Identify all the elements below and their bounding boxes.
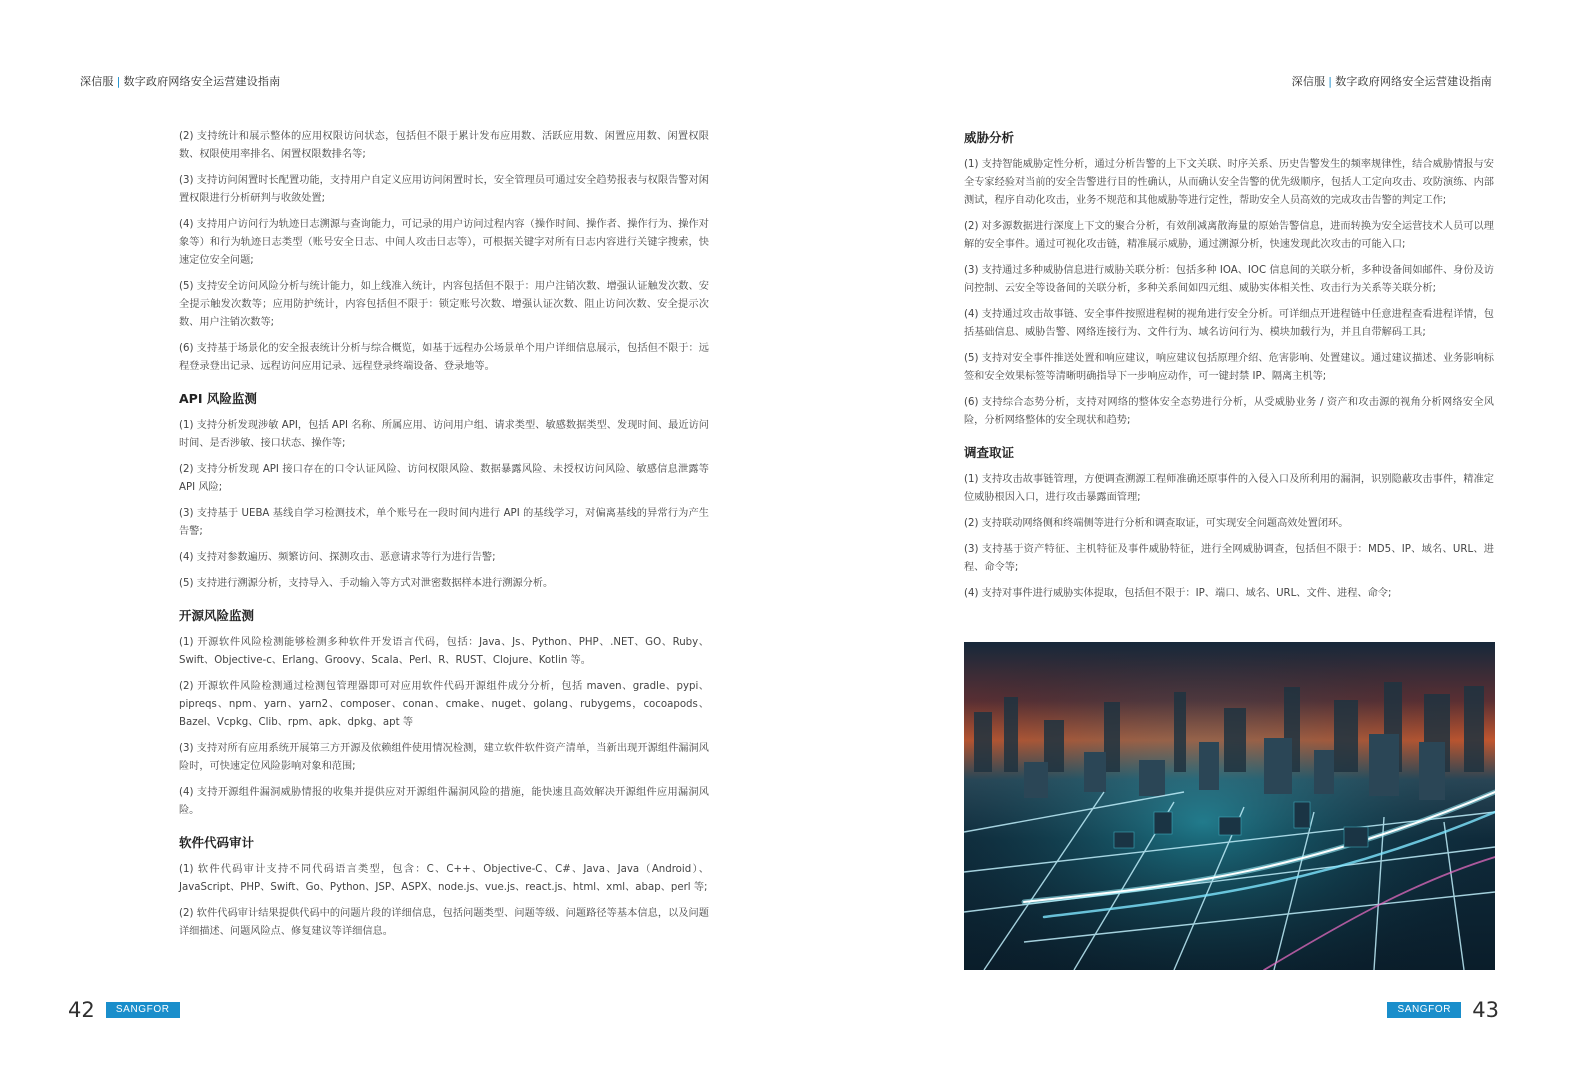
threat-item: (3) 支持通过多种威胁信息进行威胁关联分析：包括多种 IOA、IOC 信息间的关联分析，多种设备间如邮件、身份及访问控制、云安全等设备间的关联分析，多种关系间如四元组、威胁实体相关性、攻击行为关系等关联分析; [964, 265, 1494, 294]
header-title: 数字政府网络安全运营建设指南 [123, 75, 281, 88]
section-title-threat: 威胁分析 [964, 130, 1015, 145]
intro-paragraph: (5) 支持安全访问风险分析与统计能力，如上线准入统计，内容包括但不限于：用户注销次数、增强认证触发次数、安全提示触发次数等；应用防护统计，内容包括但不限于：锁定账号次数、增强认证次数、阻止访问次数、安全提示次数、用户注销次数等; [179, 281, 709, 328]
api-item: (4) 支持对参数遍历、频繁访问、探测攻击、恶意请求等行为进行告警; [179, 552, 496, 563]
threat-item: (1) 支持智能威胁定性分析，通过分析告警的上下文关联、时序关系、历史告警发生的频率规律性，结合威胁情报与安全专家经验对当前的安全告警进行目的性确认，从而确认安全告警的优先级顺序，包括人工定向攻击、攻防演练、内部测试，程序自动化攻击，业务不规范和其他威胁等进行定性，帮助安全人员高效的完成攻击告警的判定工作; [964, 159, 1494, 206]
intro-paragraph: (2) 支持统计和展示整体的应用权限访问状态，包括但不限于累计发布应用数、活跃应用数、闲置应用数、闲置权限数、权限使用率排名、闲置权限数排名等; [179, 131, 709, 160]
section-title-code-audit: 软件代码审计 [179, 835, 255, 850]
header-separator: | [116, 75, 121, 88]
threat-item: (6) 支持综合态势分析，支持对网络的整体安全态势进行分析，从受威胁业务 / 资产和攻击源的视角分析网络安全风险，分析网络整体的安全现状和趋势; [964, 397, 1494, 426]
forensics-item: (4) 支持对事件进行威胁实体提取，包括但不限于：IP、端口、域名、URL、文件、进程、命令; [964, 588, 1392, 599]
city-network-illustration [964, 642, 1495, 970]
running-header-left [80, 73, 280, 89]
header-separator: | [1328, 75, 1333, 88]
right-page [794, 0, 1588, 1078]
api-item: (5) 支持进行溯源分析，支持导入、手动输入等方式对泄密数据样本进行溯源分析。 [179, 578, 554, 589]
oss-item: (4) 支持开源组件漏洞威胁情报的收集并提供应对开源组件漏洞风险的措施，能快速且高效解决开源组件应用漏洞风险。 [179, 787, 709, 816]
forensics-item: (2) 支持联动网络侧和终端侧等进行分析和调查取证，可实现安全问题高效处置闭环。 [964, 518, 1349, 529]
section-title-oss: 开源风险监测 [179, 608, 255, 623]
api-item: (3) 支持基于 UEBA 基线自学习检测技术，单个账号在一段时间内进行 API 的基线学习，对偏离基线的异常行为产生告警; [179, 508, 709, 537]
footer-left [68, 998, 180, 1022]
code-audit-item: (2) 软件代码审计结果提供代码中的问题片段的详细信息，包括问题类型、问题等级、问题路径等基本信息，以及问题详细描述、问题风险点、修复建议等详细信息。 [179, 908, 709, 937]
header-title: 数字政府网络安全运营建设指南 [1335, 75, 1492, 88]
forensics-item: (3) 支持基于资产特征、主机特征及事件威胁特征，进行全网威胁调查，包括但不限于：MD5、IP、域名、URL、进程、命令等; [964, 544, 1494, 573]
api-item: (1) 支持分析发现涉敏 API，包括 API 名称、所属应用、访问用户组、请求类型、敏感数据类型、发现时间、最近访问时间、是否涉敏、接口状态、操作等; [179, 420, 709, 449]
intro-paragraph: (4) 支持用户访问行为轨迹日志溯源与查询能力，可记录的用户访问过程内容（操作时间、操作者、操作行为、操作对象等）和行为轨迹日志类型（账号安全日志、中间人攻击日志等），可根据关键字对所有日志内容进行关键字搜索，快速定位安全问题; [179, 219, 709, 266]
brand-badge: SANGFOR [1387, 1002, 1461, 1018]
code-audit-item: (1) 软件代码审计支持不同代码语言类型，包含：C、C++、Objective-C、C#、Java、Java（Android）、JavaScript、PHP、Swift、Go、Python、JSP、ASPX、node.js、vue.js、react.js、html、xml、abap、perl 等; [179, 864, 709, 893]
intro-paragraph: (6) 支持基于场景化的安全报表统计分析与综合概览，如基于远程办公场景单个用户详细信息展示，包括但不限于：远程登录登出记录、远程访问应用记录、远程登录终端设备、登录地等。 [179, 343, 709, 372]
forensics-item: (1) 支持攻击故事链管理，方便调查溯源工程师准确还原事件的入侵入口及所利用的漏洞，识别隐蔽攻击事件，精准定位威胁根因入口，进行攻击暴露面管理; [964, 474, 1494, 503]
threat-item: (2) 对多源数据进行深度上下文的聚合分析，有效削减离散海量的原始告警信息，进而转换为安全运营技术人员可以理解的安全事件。通过可视化攻击链，精准展示威胁，通过溯源分析，快速发现此次攻击的可能入口; [964, 221, 1494, 250]
oss-item: (1) 开源软件风险检测能够检测多种软件开发语言代码，包括：Java、Js、Python、PHP、.NET、GO、Ruby、Swift、Objective-c、Erlang、Groovy、Scala、Perl、R、RUST、Clojure、Kotlin 等。 [179, 637, 709, 666]
running-header-right [1292, 73, 1492, 89]
api-item: (2) 支持分析发现 API 接口存在的口令认证风险、访问权限风险、数据暴露风险、未授权访问风险、敏感信息泄露等 API 风险; [179, 464, 709, 493]
section-title-forensics: 调查取证 [964, 445, 1015, 460]
header-brand: 深信服 [1291, 75, 1326, 88]
brand-badge: SANGFOR [106, 1002, 180, 1018]
footer-right [1387, 998, 1499, 1022]
intro-paragraph: (3) 支持访问闲置时长配置功能，支持用户自定义应用访问闲置时长，安全管理员可通过安全趋势报表与权限告警对闲置权限进行分析研判与收敛处置; [179, 175, 709, 204]
page-number: 43 [1472, 998, 1499, 1022]
right-column [964, 129, 1494, 611]
oss-item: (2) 开源软件风险检测通过检测包管理器即可对应用软件代码开源组件成分分析，包括 maven、gradle、pypi、pipreqs、npm、yarn、yarn2、composer、conan、cmake、nuget、golang、rubygems，cocoapods、Bazel、Vcpkg、Clib、rpm、apk、dpkg、apt 等 [179, 681, 709, 728]
oss-item: (3) 支持对所有应用系统开展第三方开源及依赖组件使用情况检测，建立软件软件资产清单，当新出现开源组件漏洞风险时，可快速定位风险影响对象和范围; [179, 743, 709, 772]
threat-item: (5) 支持对安全事件推送处置和响应建议，响应建议包括原理介绍、危害影响、处置建议。通过建议描述、业务影响标签和安全效果标签等清晰明确指导下一步响应动作，可一键封禁 IP、隔离主机等; [964, 353, 1494, 382]
left-column [179, 128, 709, 949]
page-number: 42 [68, 998, 95, 1022]
header-brand: 深信服 [80, 75, 114, 88]
threat-item: (4) 支持通过攻击故事链、安全事件按照进程树的视角进行安全分析。可详细点开进程链中任意进程查看进程详情，包括基础信息、威胁告警、网络连接行为、文件行为、域名访问行为、模块加载行为，并且自带解码工具; [964, 309, 1494, 338]
section-title-api: API 风险监测 [179, 391, 257, 406]
